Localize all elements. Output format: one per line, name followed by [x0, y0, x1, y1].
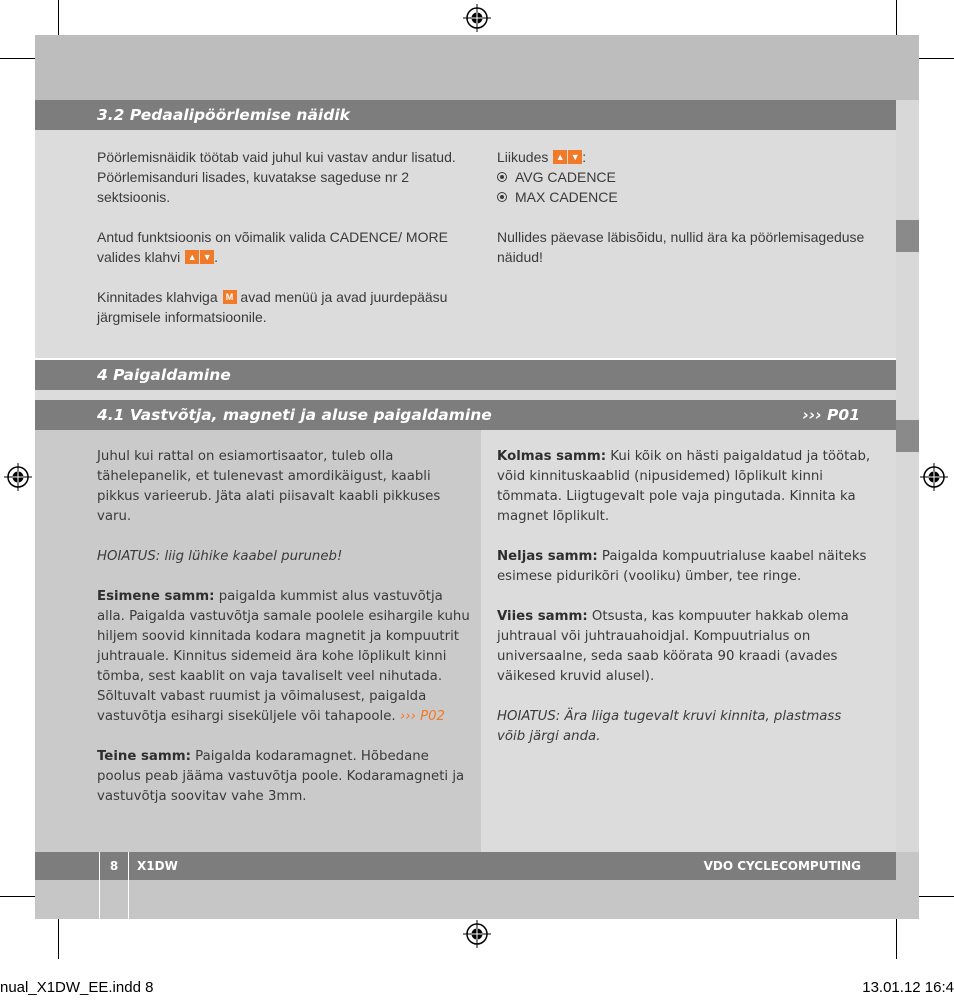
down-arrow-key-icon: ▼	[568, 150, 582, 164]
page-reference: ››› P01	[802, 406, 860, 424]
side-tab-marker	[896, 420, 919, 452]
section-heading-3-2: 3.2 Pedaalipöörlemise näidik	[35, 100, 896, 130]
crop-mark	[0, 58, 36, 59]
paragraph: Nullides päevase läbisõidu, nullid ära ka pöörlemisageduse näidud!	[497, 229, 865, 265]
list-item: MAX CADENCE	[497, 187, 872, 207]
crop-mark	[896, 919, 897, 959]
section-4-1-left-column	[97, 447, 472, 807]
page-reference: ››› P02	[399, 709, 446, 724]
paragraph: Viies samm: Otsusta, kas kompuuter hakkab olema juhtraual või juhtrauahoidjal. Kompuutrialus on universaalne, seda saab köörata 90 kraadi (avades väikesed kruvid alusel).	[497, 609, 849, 684]
crop-mark	[58, 0, 59, 36]
section-4-1-right-column	[497, 447, 872, 747]
bullet-icon	[497, 192, 507, 202]
up-arrow-key-icon: ▲	[553, 150, 567, 164]
bullet-icon	[497, 172, 507, 182]
footer-model: X1DW	[137, 859, 178, 873]
crop-mark	[918, 896, 954, 897]
paragraph: Pöörlemisnäidik töötab vaid juhul kui vastav andur lisatud. Pöörlemisanduri lisades, kuvatakse sageduse nr 2 sektsioonis.	[97, 149, 456, 205]
registration-mark-icon	[920, 463, 948, 491]
crop-mark	[0, 896, 36, 897]
page-number: 8	[109, 859, 119, 873]
top-band	[35, 35, 919, 100]
crop-mark	[896, 0, 897, 36]
crop-mark	[58, 919, 59, 959]
registration-mark-icon	[4, 463, 32, 491]
paragraph: Antud funktsioonis on võimalik valida CADENCE/ MORE valides klahvi ▲ ▼ .	[97, 229, 448, 265]
down-arrow-key-icon: ▼	[200, 250, 214, 264]
warning-text: HOIATUS: Ära liiga tugevalt kruvi kinnita, plastmass võib järgi anda.	[497, 709, 842, 744]
side-tab-marker	[896, 220, 919, 252]
print-slug-date: 13.01.12 16:4	[862, 979, 954, 996]
paragraph: Teine samm: Paigalda kodaramagnet. Hõbedane poolus peab jääma vastuvõtja poole. Kodaramagneti ja vastuvõtja soovitav vahe 3mm.	[97, 749, 465, 804]
section-3-2-left-column	[97, 147, 472, 327]
paragraph: Neljas samm: Paigalda kompuutrialuse kaabel näiteks esimese pidurikõri (vooliku) ümber, tee ringe.	[497, 549, 867, 584]
warning-text: HOIATUS: liig lühike kaabel puruneb!	[97, 549, 343, 564]
registration-mark-icon	[463, 920, 491, 948]
paragraph: Juhul kui rattal on esiamortisaator, tuleb olla tähelepanelik, et tulenevast amordikäigust, kaabli pikkus varieerub. Jäta alati piisavalt kaabli pikkuses varu.	[97, 449, 441, 524]
up-arrow-key-icon: ▲	[185, 250, 199, 264]
paragraph: Esimene samm: paigalda kummist alus vastuvõtja alla. Paigalda vastuvõtja samale poolele esihargile kuhu hiljem soovid kinnitada kodara magnetit ja kompuutrit juhtrauale. Kinnitus sidemeid ära kohe lõplikult kinni tõmba, sest kaablit on vaja tavaliselt veel nihutada. Sõltuvalt vabast ruumist ja võimalusest, paigalda vastuvõtja esihargi siseküljele või tahapoole. ››› P02	[97, 589, 470, 724]
section-heading-4: 4 Paigaldamine	[35, 360, 896, 390]
side-tab-strip	[896, 100, 919, 852]
section-heading-4-1: 4.1 Vastvõtja, magneti ja aluse paigaldamine ››› P01	[35, 400, 896, 430]
registration-mark-icon	[463, 4, 491, 32]
footer-brand: VDO CYCLECOMPUTING	[703, 859, 861, 873]
m-key-icon: M	[223, 290, 237, 304]
print-slug-file: nual_X1DW_EE.indd 8	[0, 979, 154, 996]
list-item: AVG CADENCE	[497, 167, 872, 187]
paragraph: Kolmas samm: Kui kõik on hästi paigaldatud ja töötab, võid kinnituskaablid (nipusidemed) lõplikult kinni tõmmata. Liigtugevalt pole vaja pingutada. Kinnita ka magnet lõplikult.	[497, 449, 871, 524]
crop-mark	[918, 58, 954, 59]
paragraph: Liikudes ▲ ▼ :	[497, 149, 587, 165]
section-3-2-right-column	[497, 147, 872, 267]
paragraph: Kinnitades klahviga M avad menüü ja avad juurdepääsu järgmisele informatsioonile.	[97, 289, 448, 325]
